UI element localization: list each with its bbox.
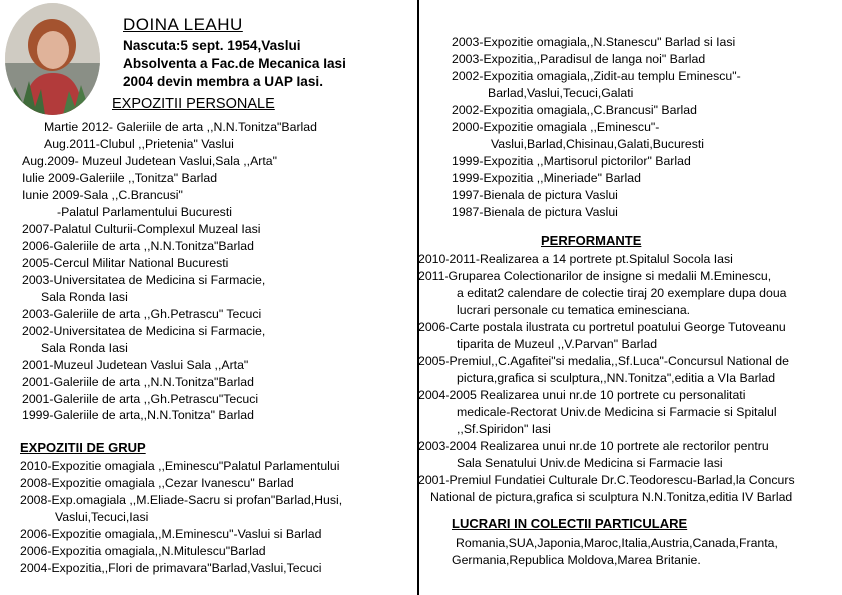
exhibition-line: Iulie 2009-Galeriile ,,Tonitza" Barlad [22,171,218,185]
group-exhibition-line: 2006-Expozitia omagiala,,N.Mitulescu"Barlad [20,544,266,558]
group-exhibition-line: 2003-Expozitie omagiala,,N.Stanescu" Barlad si Iasi [452,35,736,49]
group-exhibition-line: 2008-Exp.omagiala ,,M.Eliade-Sacru si profan"Barlad,Husi, [20,493,343,507]
artist-portrait-photo [5,3,100,115]
exhibition-line: 2005-Cercul Militar National Bucuresti [22,256,229,270]
group-exhibition-line: 2002-Expozitia omagiala,,C.Brancusi" Barlad [452,103,697,117]
exhibition-line: Aug.2009- Muzeul Judetean Vaslui,Sala ,,Arta" [22,154,278,168]
performance-line: 2011-Gruparea Colectionarilor de insigne si medalii M.Eminescu, [418,269,772,283]
performance-line: 2001-Premiul Fundatiei Culturale Dr.C.Teodorescu-Barlad,la Concurs [418,473,795,487]
portrait-illustration [5,3,100,115]
group-exhibition-line: 2006-Expozitie omagiala,,M.Eminescu"-Vaslui si Barlad [20,527,322,541]
group-exhibition-line: Vaslui,Tecuci,Iasi [55,510,149,524]
exhibition-line: Aug.2011-Clubul ,,Prietenia" Vaslui [44,137,234,151]
exhibition-line: 2003-Galeriile de arta ,,Gh.Petrascu" Tecuci [22,307,262,321]
performance-line: National de pictura,grafica si sculptura N.N.Tonitza,editia IV Barlad [430,490,793,504]
collections-line: Germania,Republica Moldova,Marea Britanie. [452,553,701,567]
exhibition-line: 2001-Muzeul Judetean Vaslui Sala ,,Arta" [22,358,249,372]
exhibition-line: Sala Ronda Iasi [41,341,128,355]
exhibition-line: Martie 2012- Galeriile de arta ,,N.N.Tonitza"Barlad [44,120,317,134]
group-exhibition-line: 1997-Bienala de pictura Vaslui [452,188,618,202]
exhibition-line: 2006-Galeriile de arta ,,N.N.Tonitza"Barlad [22,239,254,253]
private-collections-title: LUCRARI IN COLECTII PARTICULARE [452,516,688,531]
exhibition-line: Sala Ronda Iasi [41,290,128,304]
performance-line: 2006-Carte postala ilustrata cu portretul poatului George Tutoveanu [418,320,786,334]
exhibition-line: 2002-Universitatea de Medicina si Farmacie, [22,324,266,338]
bio-line: Nascuta:5 sept. 1954,Vaslui [123,38,301,53]
group-exhibition-line: 1987-Bienala de pictura Vaslui [452,205,618,219]
group-exhibition-line: 2002-Expozitia omagiala,,Zidit-au templu Eminescu"- [452,69,741,83]
group-exhibition-line: 2003-Expozitia,,Paradisul de langa noi" Barlad [452,52,706,66]
group-exhibitions-title: EXPOZITII DE GRUP [20,440,146,455]
exhibition-line: 2001-Galeriile de arta ,,Gh.Petrascu"Tecuci [22,392,259,406]
group-exhibition-line: 2010-Expozitie omagiala ,,Eminescu"Palatul Parlamentului [20,459,340,473]
collections-line: Romania,SUA,Japonia,Maroc,Italia,Austria,Canada,Franta, [456,536,778,550]
performance-line: 2004-2005 Realizarea unui nr.de 10 portrete cu personalitati [418,388,746,402]
exhibition-line: -Palatul Parlamentului Bucuresti [57,205,232,219]
exhibition-line: 2007-Palatul Culturii-Complexul Muzeal Iasi [22,222,261,236]
performance-line: 2003-2004 Realizarea unui nr.de 10 portrete ale rectorilor pentru [418,439,769,453]
bio-line: Absolventa a Fac.de Mecanica Iasi [123,56,346,71]
exhibition-line: 2003-Universitatea de Medicina si Farmacie, [22,273,266,287]
performances-title: PERFORMANTE [541,233,642,248]
group-exhibition-line: 1999-Expozitia ,,Martisorul pictorilor" Barlad [452,154,691,168]
group-exhibition-line: 2004-Expozitia,,Flori de primavara"Barlad,Vaslui,Tecuci [20,561,322,575]
performance-line: pictura,grafica si sculptura,,NN.Tonitza",editia a VIa Barlad [457,371,776,385]
performance-line: a editat2 calendare de colectie tiraj 20 exemplare dupa doua [457,286,787,300]
performance-line: medicale-Rectorat Univ.de Medicina si Farmacie si Spitalul [457,405,777,419]
performance-line: tiparita de Muzeul ,,V.Parvan" Barlad [457,337,658,351]
group-exhibition-line: 1999-Expozitia ,,Mineriade" Barlad [452,171,641,185]
personal-exhibitions-title: EXPOZITII PERSONALE [112,96,275,112]
group-exhibition-line: Vaslui,Barlad,Chisinau,Galati,Bucuresti [491,137,705,151]
group-exhibition-line: 2008-Expozitie omagiala ,,Cezar Ivanescu" Barlad [20,476,294,490]
performance-line: lucrari personale cu tematica eminesciana. [457,303,691,317]
exhibition-line: 2001-Galeriile de arta ,,N.N.Tonitza"Barlad [22,375,254,389]
artist-name: DOINA LEAHU [123,15,243,34]
performance-line: 2010-2011-Realizarea a 14 portrete pt.Spitalul Socola Iasi [418,252,733,266]
bio-line: 2004 devin membra a UAP Iasi. [123,74,323,89]
performance-line: ,,Sf.Spiridon" Iasi [457,422,551,436]
column-divider [417,0,419,595]
exhibition-line: 1999-Galeriile de arta,,N.N.Tonitza" Barlad [22,408,254,422]
performance-line: Sala Senatului Univ.de Medicina si Farmacie Iasi [457,456,723,470]
group-exhibition-line: 2000-Expozitie omagiala ,,Eminescu"- [452,120,660,134]
group-exhibition-line: Barlad,Vaslui,Tecuci,Galati [488,86,634,100]
performance-line: 2005-Premiul,,C.Agafitei"si medalia,,Sf.Luca"-Concursul National de [418,354,789,368]
exhibition-line: Iunie 2009-Sala ,,C.Brancusi" [22,188,183,202]
